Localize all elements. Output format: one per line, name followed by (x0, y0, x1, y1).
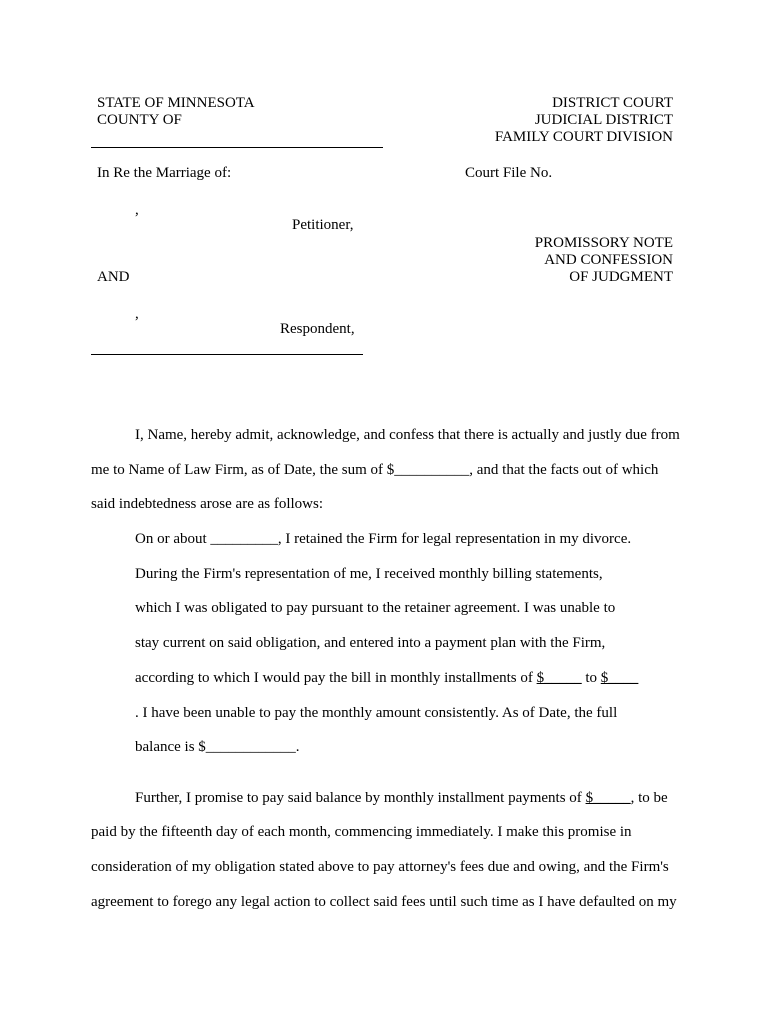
doc-title-line-2: AND CONFESSION (544, 252, 673, 268)
monthly-payment-amount: $_____ (585, 790, 631, 806)
facts-line-5-prefix: according to which I would pay the bill in monthly installments of (135, 670, 537, 686)
respondent-label: Respondent, (280, 321, 355, 337)
in-re-label: In Re the Marriage of: (97, 165, 232, 181)
paragraph-2-suffix: , to be (630, 790, 668, 806)
court-label: DISTRICT COURT (552, 95, 673, 111)
court-file-label: Court File No. (465, 165, 553, 181)
facts-line-7: balance is $____________. (135, 739, 300, 755)
paragraph-1-line-1: I, Name, hereby admit, acknowledge, and confess that there is actually and justly due from (135, 427, 680, 443)
state-label: STATE OF MINNESOTA (97, 95, 255, 111)
and-label: AND (97, 269, 130, 285)
caption-divider-top (91, 147, 383, 148)
facts-line-4: stay current on said obligation, and entered into a payment plan with the Firm, (135, 635, 606, 651)
caption-divider-bottom (91, 354, 363, 355)
paragraph-2-line-3: consideration of my obligation stated above to pay attorney's fees due and owing, and the Firm's (91, 859, 669, 875)
facts-line-5-middle: to (581, 670, 601, 686)
facts-line-5 (135, 670, 638, 687)
installment-min-amount: $_____ (536, 670, 582, 686)
petitioner-name-blank: , (135, 202, 139, 218)
petitioner-label: Petitioner, (292, 217, 354, 233)
paragraph-2-line-1 (135, 790, 668, 807)
facts-line-6: . I have been unable to pay the monthly amount consistently. As of Date, the full (135, 705, 618, 721)
paragraph-2-line-4: agreement to forego any legal action to collect said fees until such time as I have defaulted on my (91, 894, 677, 910)
paragraph-1-line-3: said indebtedness arose are as follows: (91, 496, 324, 512)
doc-title-line-3: OF JUDGMENT (569, 269, 673, 285)
facts-line-2: During the Firm's representation of me, I received monthly billing statements, (135, 566, 603, 582)
district-label: JUDICIAL DISTRICT (534, 112, 673, 128)
division-label: FAMILY COURT DIVISION (494, 129, 673, 145)
doc-title-line-1: PROMISSORY NOTE (534, 235, 673, 251)
facts-line-1: On or about _________, I retained the Firm for legal representation in my divorce. (135, 531, 632, 547)
facts-line-3: which I was obligated to pay pursuant to the retainer agreement. I was unable to (135, 600, 616, 616)
installment-max-amount: $____ (600, 670, 639, 686)
paragraph-2-line-2: paid by the fifteenth day of each month, commencing immediately. I make this promise in (91, 824, 632, 840)
county-label: COUNTY OF (97, 112, 182, 128)
respondent-name-blank: , (135, 306, 139, 322)
paragraph-1-line-2: me to Name of Law Firm, as of Date, the sum of $__________, and that the facts out of which (91, 462, 659, 478)
paragraph-2-prefix: Further, I promise to pay said balance by monthly installment payments of (135, 790, 586, 806)
